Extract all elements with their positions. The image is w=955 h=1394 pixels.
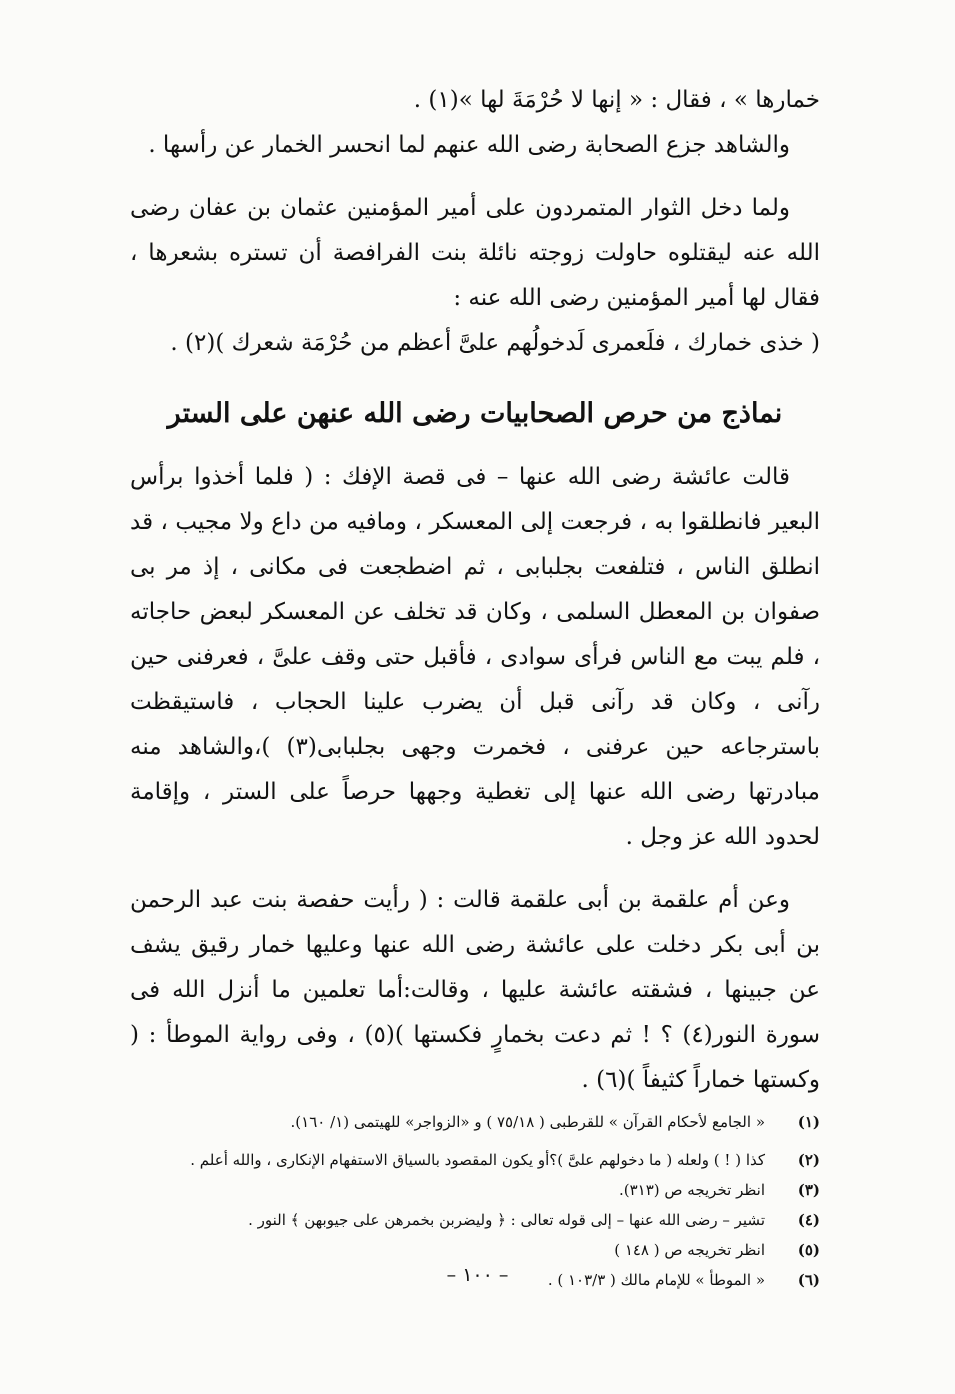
footnote <box>130 1235 820 1265</box>
footnote-text: انظر تخريجه ص ( ١٤٨ ) <box>614 1241 765 1259</box>
paragraph-continuation: خمارها » ، فقال : « إنها لا حُرْمَةَ لها »(١) . <box>413 87 820 113</box>
footnote-number: (٦) <box>797 1271 820 1289</box>
footnote <box>130 1205 820 1235</box>
footnote-number: (٢) <box>797 1151 820 1169</box>
page-body <box>130 78 820 1295</box>
quote-uthman: ( خذى خمارك ، فلَعمرى لَدخولُهم علىَّ أعظم من حُرْمَة شعرك )(٢) . <box>170 330 820 356</box>
footnote-text: « الجامع لأحكام القرآن » للقرطبى ( ٧٥/١٨ ) و «الزواجر» للهيتمى (١/ ١٦٠). <box>290 1113 765 1131</box>
footnote-text: انظر تخريجه ص (٣١٣). <box>618 1181 765 1199</box>
paragraph-hafsa: وعن أم علقمة بن أبى علقمة قالت : ( رأيت حفصة بنت عبد الرحمن بن أبى بكر دخلت على عائشة رضى الله عنها وعليها خمار رقيق يشف عن جبينها ، فشقته عائشة عليها ، وقالت:أما تعلمين ما أنزل الله فى سورة النور(٤) ؟ ! ثم دعت بخمارٍ فكستها )(٥) ، وفى رواية الموطأ : ( وكستها خماراً كثيفاً )(٦) . <box>130 887 821 1093</box>
footnote <box>130 1145 820 1175</box>
footnote-text: تشير – رضى الله عنها – إلى قوله تعالى : ﴿ وليضربن بخمرهن على جيوبهن ﴾ النور . <box>248 1211 765 1229</box>
footnote-text: « الموطأ » للإمام مالك ( ١٠٣/٣ ) . <box>547 1271 765 1289</box>
section-heading: نماذج من حرص الصحابيات رضى الله عنهن على الستر <box>167 398 783 429</box>
footnote-number: (٥) <box>797 1241 820 1259</box>
paragraph-aisha: قالت عائشة رضى الله عنها – فى قصة الإفك : ( فلما أخذوا برأس البعير فانطلقوا به ، فرجعت إلى المعسكر ، ومافيه من داع ولا مجيب ، قد انطلق الناس ، فتلفعت بجلبابى ، ثم اضطجعت فى مكانى ، إذ مر بى صفوان بن المعطل السلمى ، وكان قد تخلف عن المعسكر لبعض حاجاته ، فلم يبت مع الناس فرأى سوادى ، فأقبل حتى وقف علىَّ ، فعرفنى حين رآنى ، وكان قد رآنى قبل أن يضرب علينا الحجاب ، فاستيقظت باسترجاعه حين عرفنى ، فخمرت وجهى بجلبابى(٣) )،والشاهد منه مبادرتها رضى الله عنها إلى تغطية وجهها حرصاً على الستر ، وإقامة لحدود الله عز وجل . <box>130 464 820 850</box>
paragraph-witness: والشاهد جزع الصحابة رضى الله عنهم لما انحسر الخمار عن رأسها . <box>148 132 790 158</box>
page-number: – ١٠٠ – <box>446 1264 509 1286</box>
footnote-number: (٣) <box>797 1181 820 1199</box>
footnote-number: (٤) <box>797 1211 820 1229</box>
footnote <box>130 1175 820 1205</box>
footnote-number: (١) <box>797 1113 820 1131</box>
footnote <box>130 1107 820 1137</box>
paragraph-uthman: ولما دخل الثوار المتمردون على أمير المؤمنين عثمان بن عفان رضى الله عنه ليقتلوه حاولت زوجته نائلة بنت الفرافصة أن تستره بشعرها ، فقال لها أمير المؤمنين رضى الله عنه : <box>130 195 820 311</box>
footnote-text: كذا ( ! ) ولعله ( ما دخولهم علىَّ )؟أو يكون المقصود بالسياق الاستفهام الإنكارى ، والله أعلم . <box>190 1151 765 1169</box>
